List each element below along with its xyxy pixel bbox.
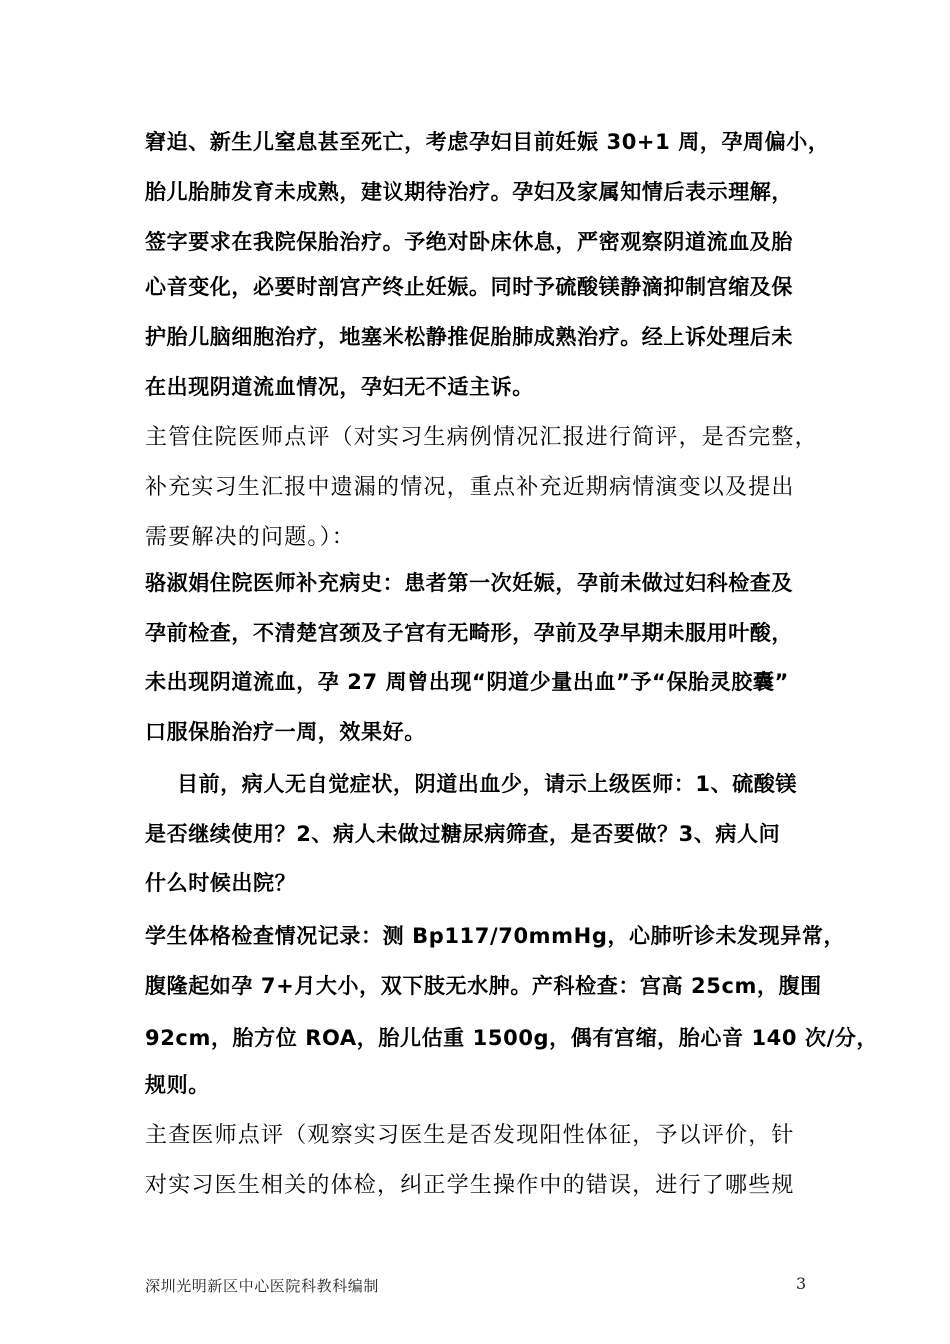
- text-line: 需要解决的问题。）：: [145, 525, 356, 550]
- page-number: 3: [796, 1274, 807, 1293]
- text-line: 主查医师点评（观察实习医生是否发现阳性体征，予以评价，针: [145, 1123, 795, 1148]
- text-line: 主管住院医师点评（对实习生病例情况汇报进行简评，是否完整，: [145, 425, 818, 450]
- text-line: 心音变化，必要时剖宫产终止妊娠。同时予硫酸镁静滴抑制宫缩及保: [145, 275, 793, 299]
- text-line: 腹隆起如孕 7+月大小，双下肢无水肿。产科检查：宫高 25cm，腹围: [145, 974, 822, 998]
- text-line: 护胎儿脑细胞治疗，地塞米松静推促胎肺成熟治疗。经上诉处理后未: [145, 325, 793, 349]
- text-line: 未出现阴道流血，孕 27 周曾出现“阴道少量出血”予“保胎灵胶囊”: [145, 670, 789, 694]
- text-line: 目前，病人无自觉症状，阴道出血少，请示上级医师：1、硫酸镁: [177, 772, 798, 796]
- text-line: 在出现阴道流血情况，孕妇无不适主诉。: [145, 375, 534, 399]
- text-line: 规则。: [145, 1073, 210, 1097]
- text-line: 胎儿胎肺发育未成熟，建议期待治疗。孕妇及家属知情后表示理解，: [145, 180, 793, 204]
- footer-text: 深圳光明新区中心医院科教科编制: [145, 1277, 380, 1295]
- text-line: 签字要求在我院保胎治疗。予绝对卧床休息，严密观察阴道流血及胎: [145, 230, 793, 254]
- text-line: 口服保胎治疗一周，效果好。: [145, 720, 426, 744]
- text-line: 92cm，胎方位 ROA，胎儿估重 1500g，偶有宫缩，胎心音 140 次/分，: [145, 1026, 879, 1050]
- text-line: 是否继续使用？2、病人未做过糖尿病筛查，是否要做？3、病人问: [145, 822, 781, 846]
- text-line: 什么时候出院？: [145, 871, 297, 895]
- text-line: 对实习医生相关的体检，纠正学生操作中的错误，进行了哪些规: [145, 1173, 795, 1198]
- text-line: 孕前检查，不清楚宫颈及子宫有无畸形，孕前及孕早期未服用叶酸，: [145, 621, 793, 645]
- text-line: 补充实习生汇报中遗漏的情况，重点补充近期病情演变以及提出: [145, 475, 795, 500]
- text-line: 学生体格检查情况记录：测 Bp117/70mmHg，心肺听诊未发现异常，: [145, 924, 846, 948]
- text-line: 窘迫、新生儿窒息甚至死亡，考虑孕妇目前妊娠 30+1 周，孕周偏小，: [145, 130, 830, 154]
- text-line: 骆淑娟住院医师补充病史：患者第一次妊娠，孕前未做过妇科检查及: [145, 571, 793, 595]
